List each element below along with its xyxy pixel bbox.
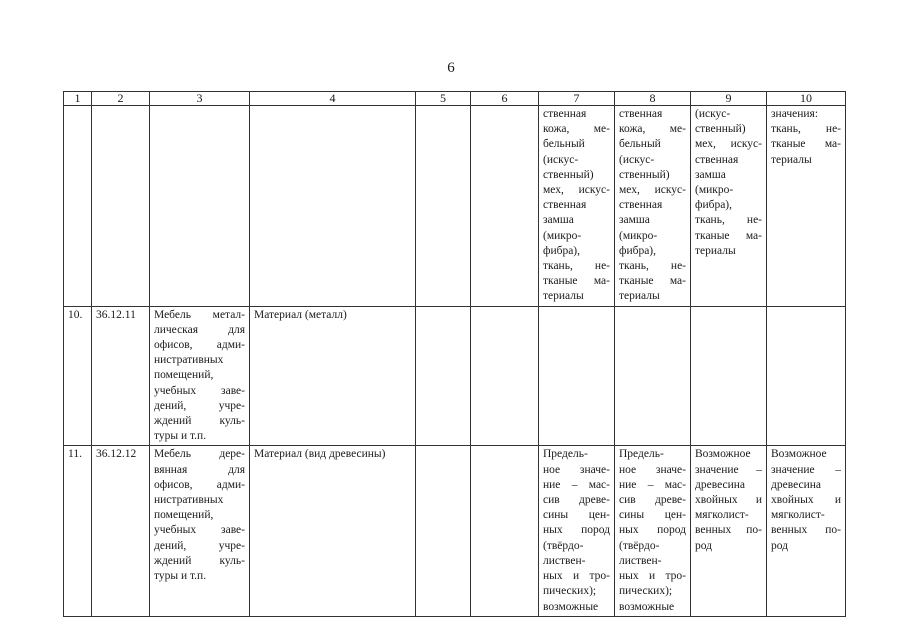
cell-text-line: териалы bbox=[543, 290, 584, 303]
cell-text-line: бельный bbox=[543, 138, 585, 151]
cell-text-line: ное значе- bbox=[619, 463, 686, 476]
cell-text-line: фибра), bbox=[619, 244, 657, 257]
row-col8 bbox=[615, 446, 691, 616]
header-cell-3: 3 bbox=[150, 92, 250, 106]
cell-empty bbox=[150, 106, 250, 307]
cell-text-line: Возможное bbox=[771, 448, 827, 461]
cell-text-line: древесина bbox=[771, 478, 821, 491]
cell-text-line: бельный bbox=[619, 138, 661, 151]
continuation-col9 bbox=[691, 106, 767, 307]
cell-text-line: ных и тро- bbox=[543, 570, 610, 583]
header-row bbox=[64, 92, 846, 106]
cell-text-line: ных пород bbox=[619, 524, 686, 537]
cell-empty bbox=[64, 106, 92, 307]
row-number: 11. bbox=[64, 446, 92, 616]
cell-text-line: пических); bbox=[619, 585, 673, 598]
cell-text-line: значения: bbox=[771, 108, 819, 120]
cell-text-line: ных и тро- bbox=[619, 570, 686, 583]
item-name bbox=[150, 306, 250, 446]
cell-text-line: ткань, не- bbox=[619, 260, 686, 273]
cell-empty bbox=[471, 106, 539, 307]
cell-text-line: Предель- bbox=[543, 448, 588, 461]
cell-text-line: мягколист- bbox=[695, 509, 749, 522]
cell-text-line: учебных заве- bbox=[154, 384, 245, 397]
cell-text-line: венных по- bbox=[771, 524, 841, 537]
cell-text-line: туры и т.п. bbox=[154, 430, 207, 443]
cell-text-line: ждений куль- bbox=[154, 415, 245, 428]
cell-text-line: териалы bbox=[695, 244, 736, 257]
cell-text-line: хвойных и bbox=[695, 494, 762, 507]
page-number: 6 bbox=[447, 60, 455, 76]
cell-text-line: Мебель дере- bbox=[154, 448, 245, 461]
header-cell-6: 6 bbox=[471, 92, 539, 106]
cell-text-line: мех, искус- bbox=[619, 184, 686, 197]
cell-text-line: (твёрдо- bbox=[543, 539, 584, 552]
cell-text-line: замша bbox=[695, 168, 726, 181]
cell-text-line: ственный) bbox=[619, 168, 670, 181]
cell-text-line: ственная bbox=[543, 108, 587, 120]
row-number: 10. bbox=[64, 306, 92, 446]
cell-text-line: ние – мас- bbox=[543, 478, 610, 491]
cell-text-line: сины цен- bbox=[619, 509, 686, 522]
table-row bbox=[64, 446, 846, 616]
cell-text-line: ственная bbox=[695, 153, 739, 166]
cell-text-line: ние – мас- bbox=[619, 478, 686, 491]
cell-text-line: (микро- bbox=[695, 184, 734, 197]
cell-text-line: род bbox=[771, 539, 789, 552]
cell-text-line: тканые ма- bbox=[619, 275, 686, 288]
cell-text-line: кожа, ме- bbox=[619, 123, 686, 136]
cell-text-line: значение – bbox=[695, 463, 762, 476]
cell-text-line: ткань, не- bbox=[771, 123, 841, 136]
cell-text-line: замша bbox=[543, 214, 574, 227]
cell-text-line: сив древе- bbox=[619, 494, 686, 507]
cell-text-line: фибра), bbox=[695, 199, 733, 212]
cell-empty bbox=[250, 106, 416, 307]
cell-text-line: значение – bbox=[771, 463, 841, 476]
cell-text-line: ждений куль- bbox=[154, 554, 245, 567]
cell-empty bbox=[416, 306, 471, 446]
cell-text-line: древесина bbox=[695, 478, 745, 491]
cell-empty bbox=[92, 106, 150, 307]
cell-text-line: тканые ма- bbox=[543, 275, 610, 288]
cell-text-line: тканые ма- bbox=[695, 229, 762, 242]
row-col9 bbox=[691, 306, 767, 446]
cell-empty bbox=[416, 446, 471, 616]
header-cell-5: 5 bbox=[416, 92, 471, 106]
header-cell-7: 7 bbox=[539, 92, 615, 106]
cell-empty bbox=[471, 306, 539, 446]
cell-text-line: род bbox=[695, 539, 713, 552]
cell-empty bbox=[471, 446, 539, 616]
header-cell-10: 10 bbox=[767, 92, 846, 106]
row-col10 bbox=[767, 446, 846, 616]
item-characteristic: Материал (металл) bbox=[250, 306, 416, 446]
cell-text-line: ткань, не- bbox=[543, 260, 610, 273]
cell-text-line: мех, искус- bbox=[695, 138, 762, 151]
header-cell-9: 9 bbox=[691, 92, 767, 106]
cell-text-line: ственная bbox=[543, 199, 587, 212]
cell-text-line: териалы bbox=[771, 153, 812, 166]
cell-text-line: нистративных bbox=[154, 354, 224, 367]
cell-text-line: лическая для bbox=[154, 323, 245, 336]
cell-text-line: мягколист- bbox=[771, 509, 825, 522]
row-col7 bbox=[539, 446, 615, 616]
row-col9 bbox=[691, 446, 767, 616]
table-row bbox=[64, 306, 846, 446]
cell-text-line: (искус- bbox=[695, 108, 731, 120]
header-cell-4: 4 bbox=[250, 92, 416, 106]
cell-text-line: дений, учре- bbox=[154, 539, 245, 552]
cell-text-line: сив древе- bbox=[543, 494, 610, 507]
cell-text-line: (микро- bbox=[543, 229, 582, 242]
header-cell-1: 1 bbox=[64, 92, 92, 106]
cell-text-line: нистративных bbox=[154, 494, 224, 507]
cell-text-line: ткань, не- bbox=[695, 214, 762, 227]
cell-text-line: Мебель метал- bbox=[154, 308, 245, 321]
okpd-code: 36.12.11 bbox=[92, 306, 150, 446]
cell-text-line: (микро- bbox=[619, 229, 658, 242]
cell-text-line: помещений, bbox=[154, 369, 214, 382]
cell-text-line: хвойных и bbox=[771, 494, 841, 507]
cell-text-line: териалы bbox=[619, 290, 660, 303]
cell-text-line: возможные bbox=[619, 600, 675, 613]
cell-text-line: учебных заве- bbox=[154, 524, 245, 537]
continuation-col7 bbox=[539, 106, 615, 307]
cell-text-line: ственный) bbox=[543, 168, 594, 181]
item-name bbox=[150, 446, 250, 616]
cell-text-line: туры и т.п. bbox=[154, 570, 207, 583]
cell-text-line: листвен- bbox=[619, 554, 662, 567]
row-col10 bbox=[767, 306, 846, 446]
cell-text-line: Предель- bbox=[619, 448, 664, 461]
cell-text-line: возможные bbox=[543, 600, 599, 613]
cell-text-line: ственный) bbox=[695, 123, 746, 136]
cell-empty bbox=[416, 106, 471, 307]
cell-text-line: венных по- bbox=[695, 524, 762, 537]
okpd-code: 36.12.12 bbox=[92, 446, 150, 616]
row-col7 bbox=[539, 306, 615, 446]
cell-text-line: мех, искус- bbox=[543, 184, 610, 197]
cell-text-line: офисов, адми- bbox=[154, 339, 245, 352]
cell-text-line: ных пород bbox=[543, 524, 610, 537]
cell-text-line: (твёрдо- bbox=[619, 539, 660, 552]
header-cell-2: 2 bbox=[92, 92, 150, 106]
cell-text-line: офисов, адми- bbox=[154, 478, 245, 491]
table-row-continuation bbox=[64, 106, 846, 307]
cell-text-line: (искус- bbox=[619, 153, 655, 166]
cell-text-line: ное значе- bbox=[543, 463, 610, 476]
cell-text-line: ственная bbox=[619, 199, 663, 212]
cell-text-line: ственная bbox=[619, 108, 663, 120]
cell-text-line: замша bbox=[619, 214, 650, 227]
cell-text-line: Возможное bbox=[695, 448, 751, 461]
header-cell-8: 8 bbox=[615, 92, 691, 106]
cell-text-line: сины цен- bbox=[543, 509, 610, 522]
cell-text-line: вянная для bbox=[154, 463, 245, 476]
item-characteristic: Материал (вид древесины) bbox=[250, 446, 416, 616]
cell-text-line: дений, учре- bbox=[154, 399, 245, 412]
continuation-col10 bbox=[767, 106, 846, 307]
cell-text-line: фибра), bbox=[543, 244, 581, 257]
cell-text-line: листвен- bbox=[543, 554, 586, 567]
cell-text-line: пических); bbox=[543, 585, 597, 598]
specification-table bbox=[63, 91, 846, 617]
cell-text-line: помещений, bbox=[154, 509, 214, 522]
row-col8 bbox=[615, 306, 691, 446]
cell-text-line: тканые ма- bbox=[771, 138, 841, 151]
continuation-col8 bbox=[615, 106, 691, 307]
cell-text-line: кожа, ме- bbox=[543, 123, 610, 136]
cell-text-line: (искус- bbox=[543, 153, 579, 166]
